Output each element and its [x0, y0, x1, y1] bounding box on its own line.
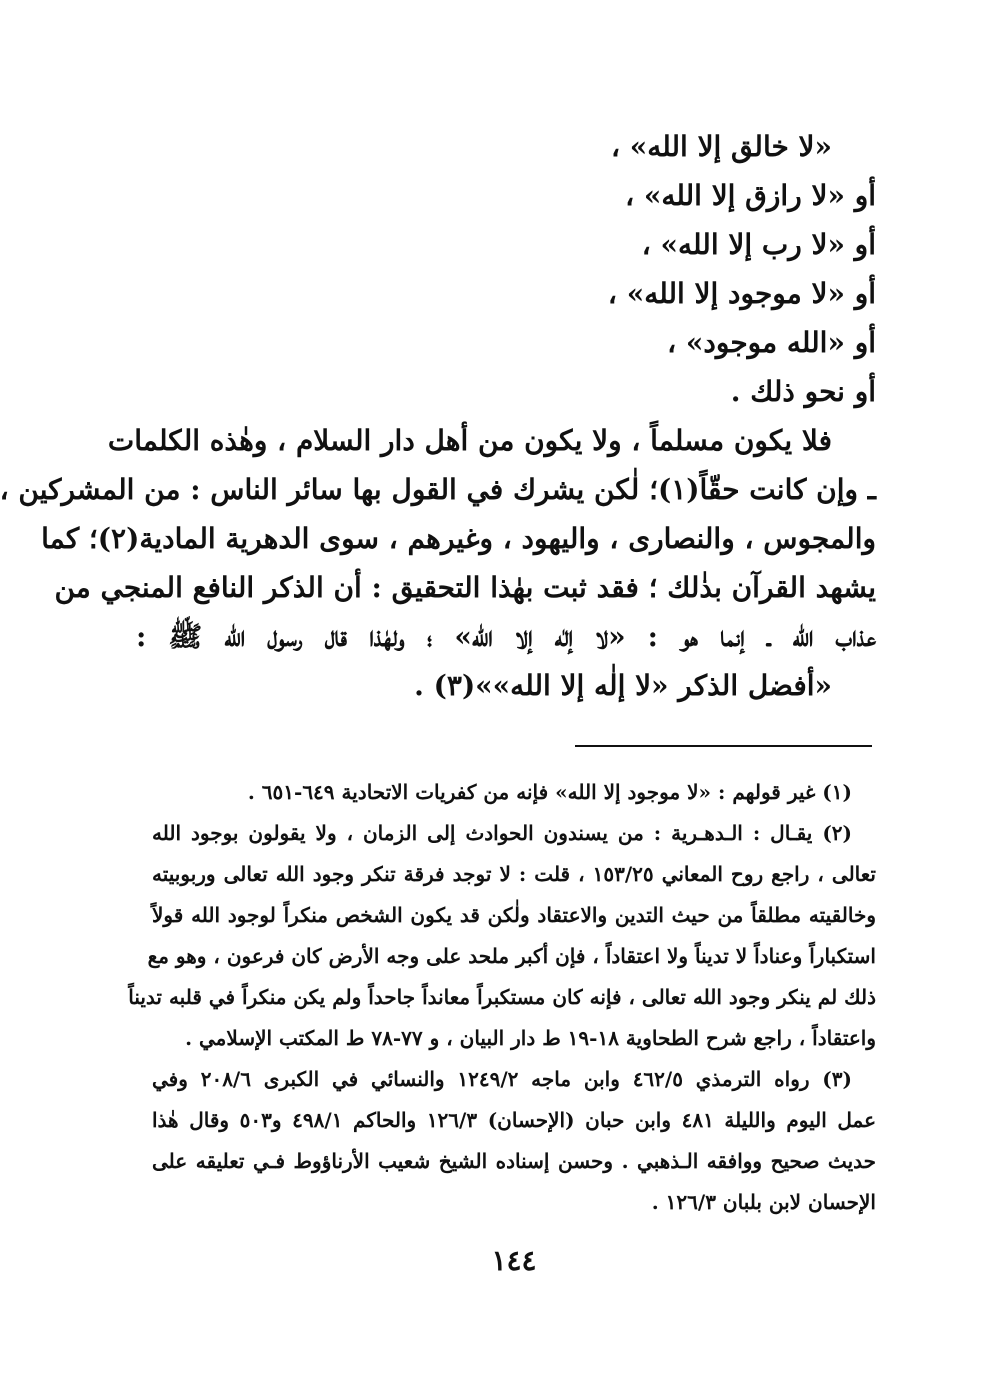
footnote-line: حديث صحيح ووافقه الـذهبي . وحسن إسناده الشيخ شعيب الأرناؤوط فـي تعليقه على: [152, 1149, 876, 1173]
main-line: ـ وإن كانت حقّاً(١)؛ لٰكن يشرك في القول بها سائر الناس : من المشركين ،: [0, 473, 876, 506]
main-line: فلا يكون مسلماً ، ولا يكون من أهل دار السلام ، وهٰذه الكلمات: [107, 424, 832, 457]
footnote-line: (٢) يقـال : الـدهـرية : من يسندون الحوادث إلى الزمان ، ولا يقولون بوجود الله: [152, 821, 852, 845]
main-line: أو «لا رب إلا الله» ،: [641, 228, 876, 261]
main-line: أو «لا رازق إلا الله» ،: [625, 179, 876, 212]
footnote-line: وخالقيته مطلقاً من حيث التدين والاعتقاد ولٰكن قد يكون الشخص منكراً لوجود الله قولاً: [152, 903, 876, 927]
main-line: أو «لا موجود إلا الله» ،: [607, 277, 876, 310]
footnote-line: (١) غير قولهم : «لا موجود إلا الله» فإنه من كفريات الاتحادية ٦٤٩-٦٥١ .: [247, 780, 852, 804]
footnote-line: ذلك لم ينكر وجود الله تعالى ، فإنه كان مستكبراً معانداً جاحداً ولم يكن منكراً في قلبه تديناً: [128, 985, 876, 1009]
footnote-line: استكباراً وعناداً لا تديناً ولا اعتقاداً ، فإن أكبر ملحد على وجه الأرض كان فرعون ، وهو مع: [147, 944, 876, 968]
main-line: أو نحو ذلك .: [730, 375, 876, 408]
main-line: والمجوس ، والنصارى ، واليهود ، وغيرهم ، سوى الدهرية المادية(٢)؛ كما: [41, 522, 876, 555]
footnote-line: الإحسان لابن بلبان ١٢٦/٣ .: [651, 1190, 876, 1214]
main-line: عذاب الله ـ إنما هو : «لا إلٰه إلا الله» ؛ ولهٰذا قال رسول الله ﷺ :: [136, 620, 876, 653]
footnote-line: واعتقاداً ، راجع شرح الطحاوية ١٨-١٩ ط دار البيان ، و ٧٧-٧٨ ط المكتب الإسلامي .: [185, 1026, 876, 1050]
footnote-separator: [575, 745, 872, 747]
page-number: ١٤٤: [491, 1244, 537, 1277]
footnotes: [128, 772, 876, 1223]
footnote-line: (٣) رواه الترمذي ٤٦٢/٥ وابن ماجه ١٢٤٩/٢ والنسائي في الكبرى ٢٠٨/٦ وفي: [152, 1067, 852, 1091]
main-line: «أفضل الذكر «لا إلٰه إلا الله»»(٣) .: [414, 669, 832, 702]
main-text: [0, 122, 876, 710]
main-line: يشهد القرآن بذٰلك ؛ فقد ثبت بهٰذا التحقيق : أن الذكر النافع المنجي من: [54, 571, 876, 604]
main-line: أو «الله موجود» ،: [667, 326, 876, 359]
main-line: «لا خالق إلا الله» ،: [610, 130, 832, 163]
footnote-line: تعالى ، راجع روح المعاني ١٥٣/٢٥ ، قلت : لا توجد فرقة تنكر وجود الله تعالى وربوبيته: [152, 862, 876, 886]
footnote-line: عمل اليوم والليلة ٤٨١ وابن حبان (الإحسان) ١٢٦/٣ والحاكم ٤٩٨/١ و٥٠٣ وقال هٰذا: [152, 1108, 876, 1132]
